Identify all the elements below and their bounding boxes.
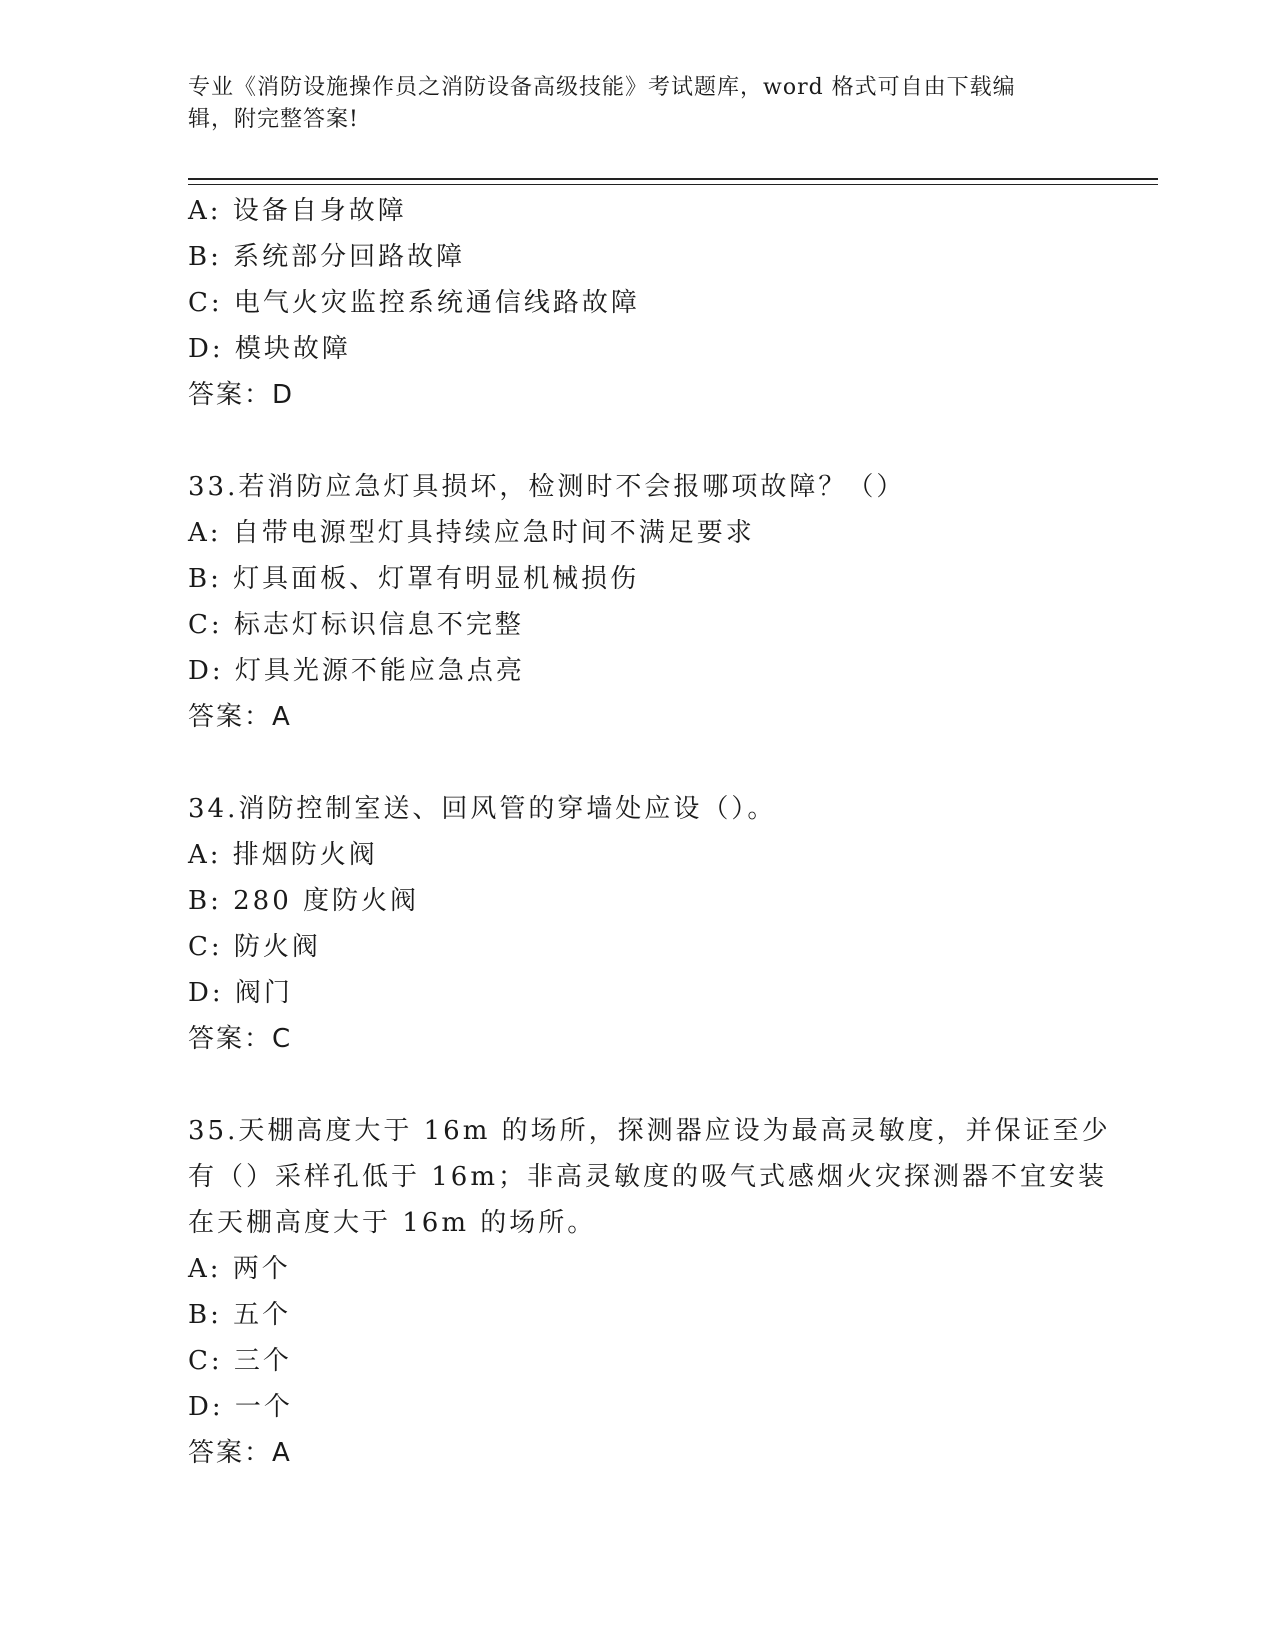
question-text: 34.消防控制室送、回风管的穿墙处应设（）。 — [188, 794, 777, 824]
option-d: D: 灯具光源不能应急点亮 — [188, 656, 525, 686]
option-a: A: 排烟防火阀 — [188, 840, 378, 870]
question-text-line-2: 有（）采样孔低于 16m；非高灵敏度的吸气式感烟火灾探测器不宜安装 — [188, 1162, 1108, 1192]
option-c: C: 三个 — [188, 1346, 292, 1376]
header-line-2: 辑，附完整答案! — [188, 107, 359, 132]
header-rule-thick — [188, 178, 1158, 180]
option-c: C: 标志灯标识信息不完整 — [188, 610, 524, 640]
question-list — [188, 188, 1111, 1476]
header-rule-thin — [188, 184, 1158, 185]
question-35 — [188, 1108, 1111, 1476]
option-b: B: 灯具面板、灯罩有明显机械损伤 — [188, 564, 640, 594]
answer-line: 答案：A — [188, 702, 292, 732]
question-32 — [188, 188, 1088, 418]
option-b: B: 280 度防火阀 — [188, 886, 420, 916]
question-33 — [188, 464, 1088, 740]
option-d: D: 一个 — [188, 1392, 293, 1422]
answer-line: 答案：D — [188, 380, 295, 410]
spacer — [188, 740, 1088, 786]
spacer — [188, 1062, 1088, 1108]
spacer — [188, 418, 1088, 464]
document-header — [188, 72, 1088, 136]
option-b: B: 五个 — [188, 1300, 292, 1330]
header-line-1: 专业《消防设施操作员之消防设备高级技能》考试题库，word 格式可自由下载编 — [188, 75, 1016, 100]
answer-line: 答案：A — [188, 1438, 292, 1468]
option-a: A: 两个 — [188, 1254, 291, 1284]
option-a: A: 设备自身故障 — [188, 196, 407, 226]
question-34 — [188, 786, 1088, 1062]
option-c: C: 防火阀 — [188, 932, 321, 962]
question-text-line-3: 在天棚高度大于 16m 的场所。 — [188, 1208, 597, 1238]
option-a: A: 自带电源型灯具持续应急时间不满足要求 — [188, 518, 755, 548]
option-d: D: 阀门 — [188, 978, 293, 1008]
option-c: C: 电气火灾监控系统通信线路故障 — [188, 288, 640, 318]
option-b: B: 系统部分回路故障 — [188, 242, 466, 272]
answer-line: 答案：C — [188, 1024, 293, 1054]
option-d: D: 模块故障 — [188, 334, 351, 364]
question-text: 33.若消防应急灯具损坏，检测时不会报哪项故障？（） — [188, 472, 906, 502]
question-text-line-1: 35.天棚高度大于 16m 的场所，探测器应设为最高灵敏度，并保证至少 — [188, 1116, 1111, 1146]
